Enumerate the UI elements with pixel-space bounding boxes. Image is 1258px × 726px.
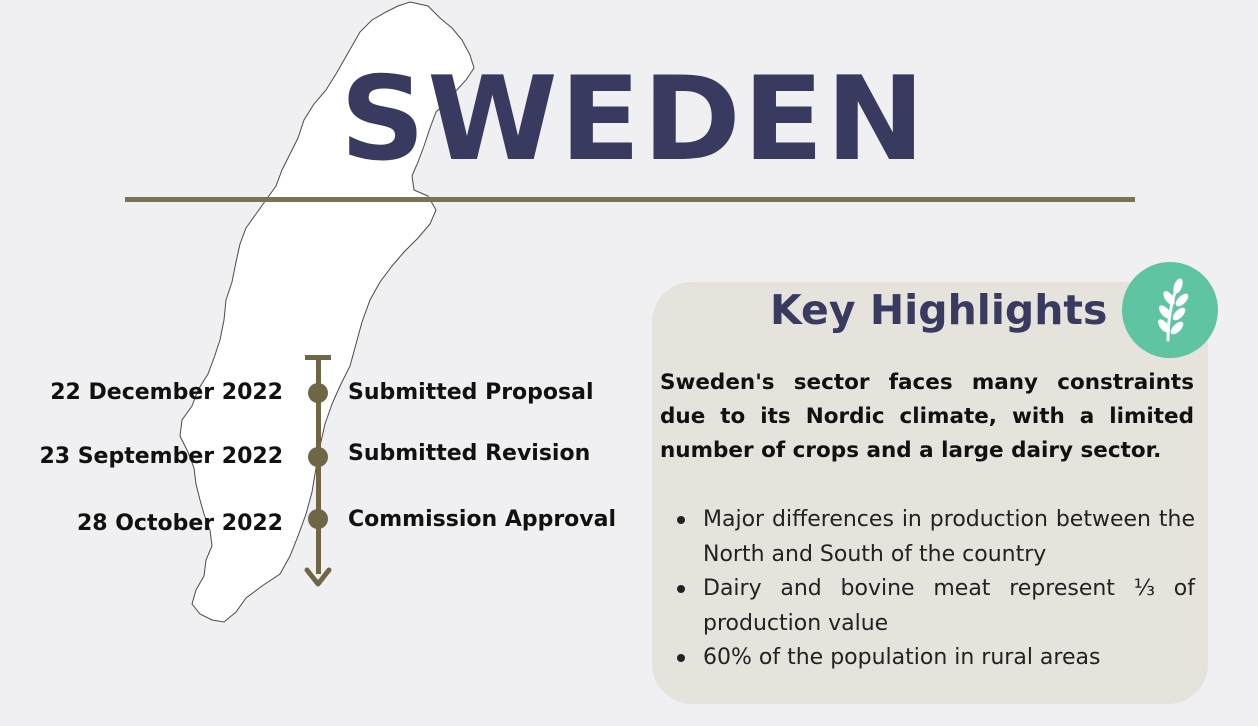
bullet-icon [677,516,685,524]
highlights-intro: Sweden's sector faces many constraints due to its Nordic climate, with a limited number of crops and a large dairy sector. [660,370,1194,463]
list-item [675,641,1195,676]
bullet-icon [677,585,685,593]
list-item-text: 60% of the population in rural areas [703,645,1101,670]
list-item [675,572,1195,641]
timeline-label: Submitted Revision [348,441,591,466]
wheat-icon [1122,262,1218,358]
list-item-text: Dairy and bovine meat represent ⅓ of production value [703,576,1195,636]
timeline-label: Submitted Proposal [348,380,594,405]
highlights-badge [1122,262,1218,358]
timeline-dot [308,383,328,403]
page-title: SWEDEN [340,52,927,187]
highlights-list [675,503,1195,676]
list-item-text: Major differences in production between the North and South of the country [703,507,1195,567]
title-divider [125,197,1135,202]
timeline-label: Commission Approval [348,507,617,532]
timeline-date: 22 December 2022 [50,380,283,405]
timeline-dot [308,447,328,467]
timeline-dot [308,509,328,529]
bullet-icon [677,654,685,662]
timeline-date: 28 October 2022 [76,511,283,536]
highlights-title: Key Highlights [770,286,1108,334]
timeline-date: 23 September 2022 [39,444,283,469]
arrow-down-icon [303,564,333,590]
list-item [675,503,1195,572]
